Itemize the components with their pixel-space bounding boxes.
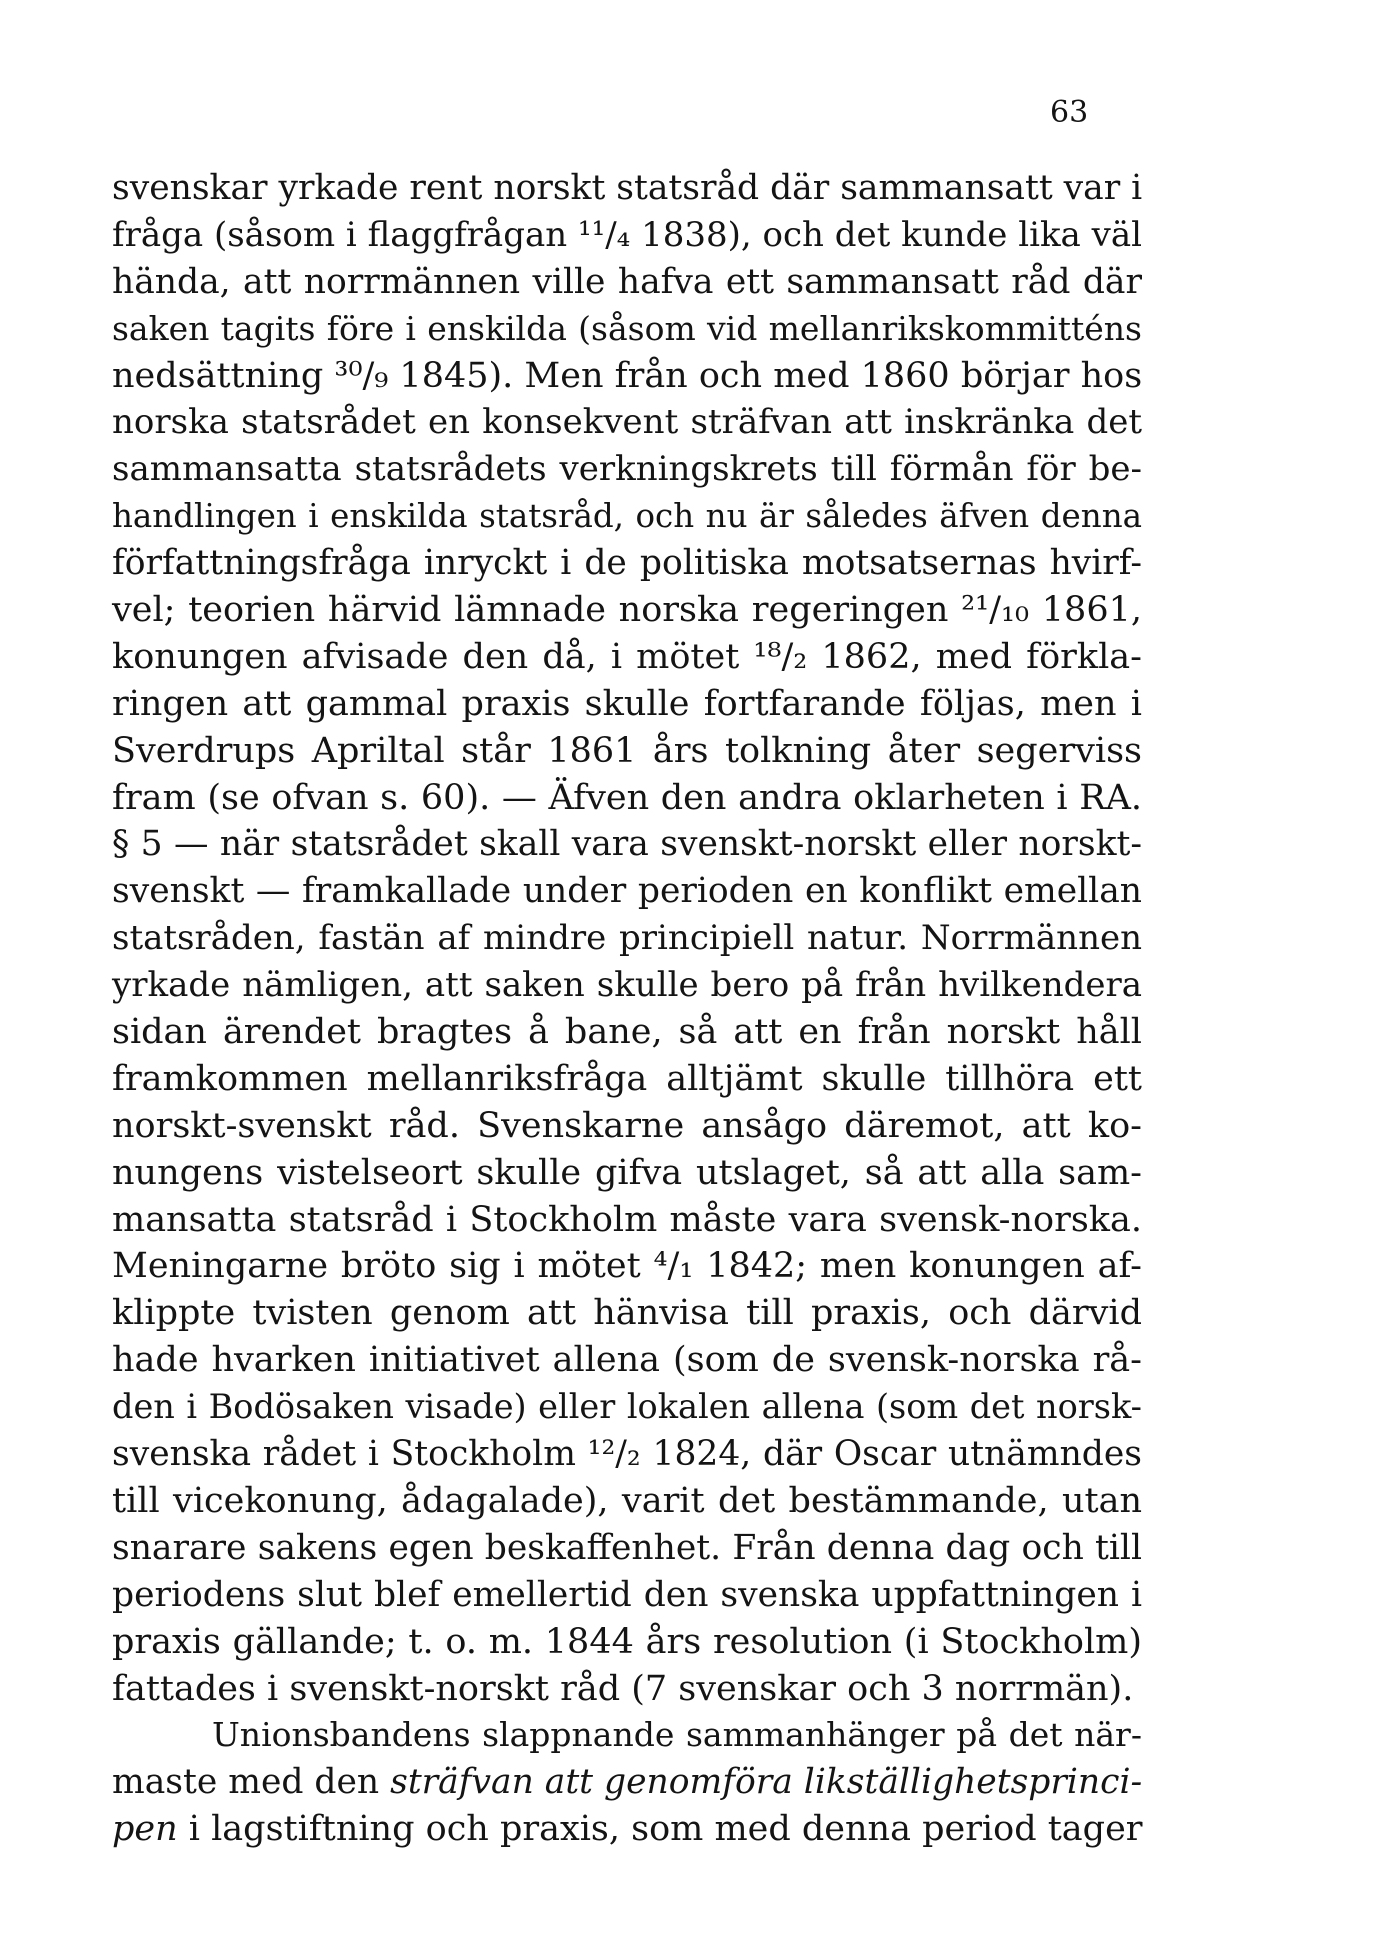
text-line: ringen att gammal praxis skulle fortfarande följas, men i [112,683,1142,724]
text-line: vel; teorien härvid lämnade norska regeringen ²¹/₁₀ 1861, [112,590,1142,631]
text-span: i lagstiftning och praxis, som med denna period tager [177,1809,1143,1850]
text-line: saken tagits före i enskilda (såsom vid mellanrikskommitténs [112,308,1142,348]
text-line: Meningarne bröto sig i mötet ⁴/₁ 1842; men konungen af- [112,1246,1142,1287]
text-line: nedsättning ³⁰/₉ 1845). Men från och med 1860 börjar hos [112,355,1143,396]
text-line: svenskt — framkallade under perioden en konflikt emellan [112,871,1142,912]
text-line: norskt-svenskt råd. Svenskarne ansågo däremot, att ko- [112,1105,1142,1146]
text-line: § 5 — när statsrådet skall vara svenskt-norskt eller norskt- [112,824,1142,865]
text-line: fråga (såsom i flaggfrågan ¹¹/₄ 1838), och det kunde lika väl [112,214,1142,255]
text-span: maste med den [112,1762,391,1803]
text-line: författningsfråga inryckt i de politiska motsatsernas hvirf- [112,543,1142,584]
text-line: fram (se ofvan s. 60). — Äfven den andra oklarheten i RA. [112,777,1142,818]
text-line: till vicekonung, ådagalade), varit det bestämmande, utan [112,1480,1142,1521]
text-line: handlingen i enskilda statsråd, och nu är således äfven denna [112,497,1142,536]
text-line-with-emphasis [112,1806,1142,1853]
text-line: yrkade nämligen, att saken skulle bero på från hvilkendera [112,965,1142,1006]
text-line: sammansatta statsrådets verkningskrets till förmån för be- [112,449,1142,490]
text-line: hända, att norrmännen ville hafva ett sammansatt råd där [112,261,1142,302]
text-line: nungens vistelseort skulle gifva utslaget, så att alla sam- [112,1152,1142,1193]
text-line: klippte tvisten genom att hänvisa till praxis, och därvid [112,1293,1142,1334]
text-line: praxis gällande; t. o. m. 1844 års resolution (i Stockholm) [112,1621,1142,1662]
text-line: framkommen mellanriksfråga alltjämt skulle tillhöra ett [112,1058,1142,1099]
text-line-with-emphasis [112,1759,1142,1806]
text-line: svenskar yrkade rent norskt statsråd där sammansatt var i [112,168,1143,208]
text-line: hade hvarken initiativet allena (som de svensk-norska rå- [112,1340,1142,1381]
text-line: statsråden, fastän af mindre principiell natur. Norrmännen [112,918,1142,959]
text-line: svenska rådet i Stockholm ¹²/₂ 1824, där Oscar utnämndes [112,1434,1142,1475]
text-line: norska statsrådet en konsekvent sträfvan att inskränka det [112,402,1142,443]
text-line: Sverdrups Apriltal står 1861 års tolkning åter segerviss [112,730,1142,771]
text-line: sidan ärendet bragtes å bane, så att en från norskt håll [112,1012,1142,1053]
page-number: 63 [1050,95,1089,130]
text-line: konungen afvisade den då, i mötet ¹⁸/₂ 1862, med förkla- [112,636,1142,677]
text-line: fattades i svenskt-norskt råd (7 svenskar och 3 norrmän). [112,1668,1134,1709]
paragraph-start-line: Unionsbandens slappnande sammanhänger på det när- [212,1715,1142,1755]
text-line: snarare sakens egen beskaffenhet. Från denna dag och till [112,1527,1142,1568]
text-line: mansatta statsråd i Stockholm måste vara svensk-norska. [112,1199,1142,1240]
text-line: den i Bodösaken visade) eller lokalen allena (som det norsk- [112,1387,1142,1427]
emphasis-text: sträfvan att genomföra likställighetsprinci- [390,1762,1143,1803]
text-line: periodens slut blef emellertid den svenska uppfattningen i [112,1574,1142,1615]
body-text [112,165,1142,1853]
emphasis-text: pen [112,1809,178,1850]
